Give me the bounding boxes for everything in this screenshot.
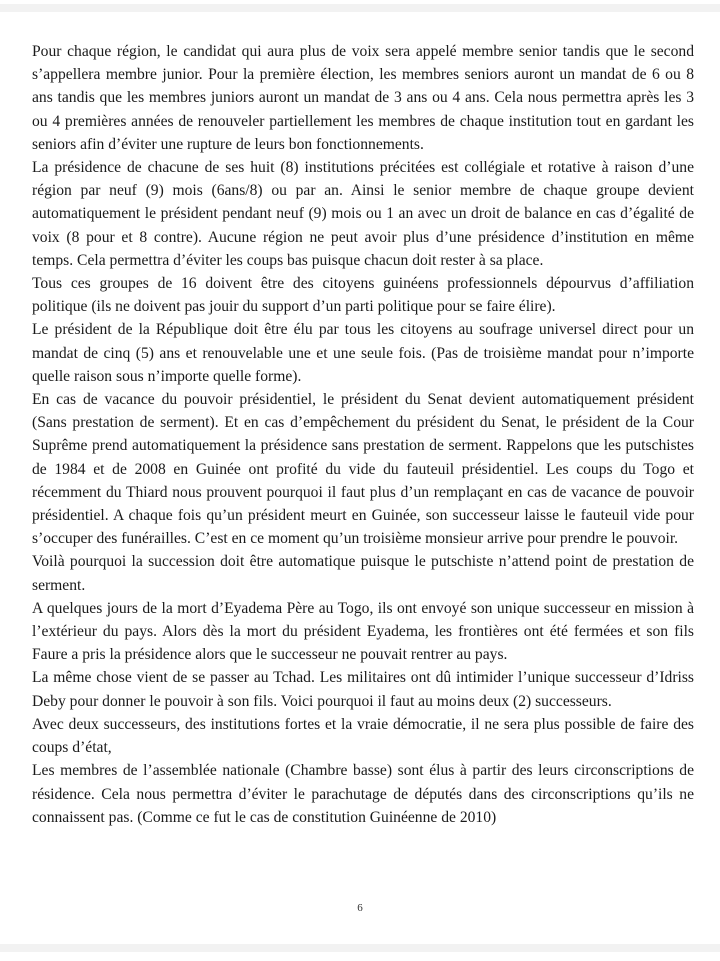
- paragraph-togo: A quelques jours de la mort d’Eyadema Père au Togo, ils ont envoyé son unique successeur en mission à l’extérieur du pays. Alors dès la mort du président Eyadema, les frontières ont été fermées et son fils Faure a pris la présidence alors que le successeur ne pouvait rentrer au pays.: [32, 599, 694, 664]
- paragraph-senior-junior: Pour chaque région, le candidat qui aura plus de voix sera appelé membre senior tandis que le second s’appellera membre junior. Pour la première élection, les membres seniors auront un mandat de 6 ou 8 ans tandis que les membres juniors auront un mandat de 3 ans ou 4 ans. Cela nous permettra après les 3 ou 4 premières années de renouveler partiellement les membres de chaque institution tout en gardant les seniors afin d’éviter une rupture de leurs bon fonctionnements.: [32, 43, 694, 153]
- paragraph-presidence-rotative: La présidence de chacune de ses huit (8) institutions précitées est collégiale et rotative à raison d’une région par neuf (9) mois (6ans/8) ou par an. Ainsi le senior membre de chaque groupe devient automatiquement le président pendant neuf (9) mois ou 1 an avec un droit de balance en cas d’égalité de voix (8 pour et 8 contre). Aucune région ne peut avoir plus d’une présidence d’institution en même temps. Cela permettra d’éviter les coups bas puisque chacun doit rester à sa place.: [32, 159, 694, 269]
- paragraph-groupes-16: Tous ces groupes de 16 doivent être des citoyens guinéens professionnels dépourvus d’affiliation politique (ils ne doivent pas jouir du support d’un parti politique pour se faire élire).: [32, 275, 694, 316]
- paragraph-tchad: La même chose vient de se passer au Tchad. Les militaires ont dû intimider l’unique successeur d’Idriss Deby pour donner le pouvoir à son fils. Voici pourquoi il faut au moins deux (2) successeurs.: [32, 669, 694, 710]
- document-page: [32, 40, 694, 829]
- paragraph-vacance-pouvoir: En cas de vacance du pouvoir présidentiel, le président du Senat devient automatiquement président (Sans prestation de serment). Et en cas d’empêchement du président du Senat, le président de la Cour Suprême prend automatiquement la présidence sans prestation de serment. Rappelons que les putschistes de 1984 et de 2008 en Guinée ont profité du vide du fauteuil présidentiel. Les coups du Togo et récemment du Thiard nous prouvent pourquoi il faut plus d’un remplaçant en cas de vacance de pouvoir présidentiel. A chaque fois qu’un président meurt en Guinée, son successeur laisse le fauteuil vide pour s’occuper des funérailles. C’est en ce moment qu’un troisième monsieur arrive pour prendre le pouvoir.: [32, 391, 694, 548]
- page-number: 6: [357, 902, 363, 914]
- bottom-edge-band: [0, 944, 720, 952]
- paragraph-succession-automatique: Voilà pourquoi la succession doit être automatique puisque le putschiste n’attend point de prestation de serment.: [32, 553, 694, 594]
- paragraph-deux-successeurs: Avec deux successeurs, des institutions fortes et la vraie démocratie, il ne sera plus possible de faire des coups d’état,: [32, 715, 694, 757]
- top-edge-band: [0, 4, 720, 12]
- paragraph-president-republique: Le président de la République doit être élu par tous les citoyens au soufrage universel direct pour un mandat de cinq (5) ans et renouvelable une et une seule fois. (Pas de troisième mandat pour n’importe quelle raison sous n’importe quelle forme).: [32, 321, 694, 385]
- paragraph-assemblee-nationale: Les membres de l’assemblée nationale (Chambre basse) sont élus à partir des leurs circonscriptions de résidence. Cela nous permettra d’éviter le parachutage de députés dans des circonscriptions qu’ils ne connaissent pas. (Comme ce fut le cas de constitution Guinéenne de 2010): [32, 762, 694, 826]
